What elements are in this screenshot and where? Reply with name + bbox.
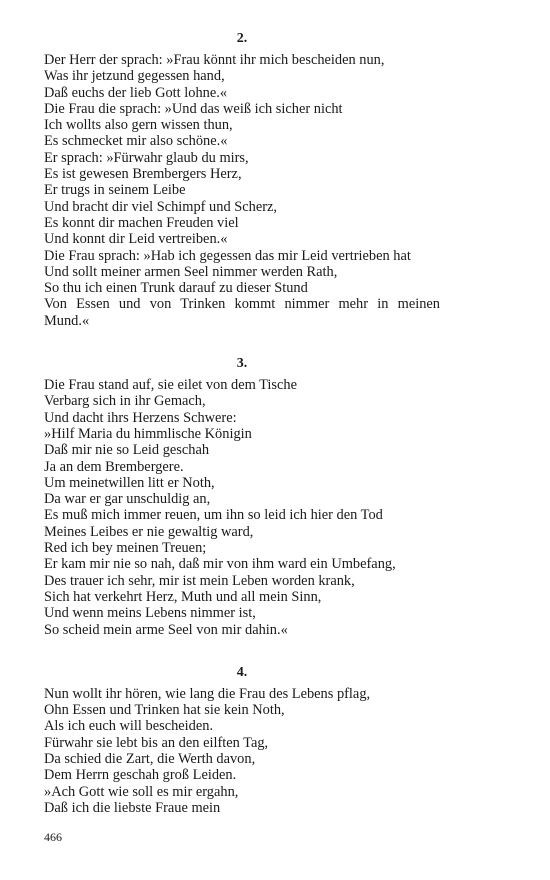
verse-line: Es muß mich immer reuen, um ihn so leid ich hier den Tod (44, 507, 383, 524)
verse-line: »Ach Gott wie soll es mir ergahn, (44, 783, 239, 800)
stanza-number: 2. (236, 31, 248, 46)
verse-line: Um meinetwillen litt er Noth, (44, 474, 215, 491)
verse-line: Nun wollt ihr hören, wie lang die Frau des Lebens pflag, (44, 685, 371, 702)
verse-line: Dem Herrn geschah groß Leiden. (44, 767, 237, 784)
verse-line: Der Herr der sprach: »Frau könnt ihr mich bescheiden nun, (44, 52, 385, 68)
verse-line: Red ich bey meinen Treuen; (44, 540, 207, 557)
verse-line: Was ihr jetzund gegessen hand, (44, 68, 225, 85)
verse-line: Die Frau sprach: »Hab ich gegessen das mir Leid vertrieben hat (44, 247, 411, 264)
verse-line: Es ist gewesen Brembergers Herz, (44, 166, 242, 183)
verse-line: Ich wollts also gern wissen thun, (44, 117, 233, 134)
verse-line: Daß mir nie so Leid geschah (44, 442, 210, 459)
document-page (44, 30, 440, 816)
verse-line: Die Frau stand auf, sie eilet von dem Tische (44, 377, 297, 394)
verse-line: Da war er gar unschuldig an, (44, 491, 211, 508)
stanza-3 (44, 355, 440, 638)
verse-line: Es schmecket mir also schöne.« (44, 133, 228, 150)
verse-line: So scheid mein arme Seel von mir dahin.« (44, 621, 288, 638)
stanza-2 (44, 30, 440, 329)
verse-line: Sich hat verkehrt Herz, Muth und all mein Sinn, (44, 588, 322, 605)
verse-line: Als ich euch will bescheiden. (44, 718, 214, 735)
page-number: 466 (44, 830, 62, 844)
stanza-number: 4. (236, 664, 248, 680)
verse-line: Da schied die Zart, die Werth davon, (44, 750, 256, 767)
verse-line: Meines Leibes er nie gewaltig ward, (44, 523, 254, 540)
verse-line: Daß euchs der lieb Gott lohne.« (44, 84, 228, 101)
verse-line: Verbarg sich in ihr Gemach, (44, 393, 206, 410)
verse-line: Fürwahr sie lebt bis an den eilften Tag, (44, 734, 269, 751)
stanza-number: 3. (236, 356, 248, 372)
verse-line: Und sollt meiner armen Seel nimmer werden Rath, (44, 263, 338, 280)
verse-line: Und dacht ihrs Herzens Schwere: (44, 409, 237, 426)
verse-line: Er trugs in seinem Leibe (44, 182, 186, 199)
verse-line: »Hilf Maria du himmlische Königin (44, 425, 252, 442)
verse-line: Er kam mir nie so nah, daß mir von ihm ward ein Umbefang, (44, 556, 396, 573)
verse-line: Ohn Essen und Trinken hat sie kein Noth, (44, 702, 285, 719)
verse-line: Es konnt dir machen Freuden viel (44, 214, 239, 231)
verse-line: Und konnt dir Leid vertreiben.« (44, 231, 228, 248)
verse-line: Die Frau die sprach: »Und das weiß ich sicher nicht (44, 100, 343, 117)
verse-line: Des trauer ich sehr, mir ist mein Leben worden krank, (44, 572, 355, 589)
stanza-4 (44, 664, 440, 816)
verse-line: Und wenn meins Lebens nimmer ist, (44, 605, 256, 622)
verse-line: Ja an dem Brembergere. (44, 458, 184, 475)
verse-line: Von Essen und von Trinken kommt nimmer mehr in meinen (44, 296, 440, 313)
verse-line: Er sprach: »Fürwahr glaub du mirs, (44, 149, 249, 166)
verse-line: Und bracht dir viel Schimpf und Scherz, (44, 198, 277, 215)
verse-line: Mund.« (44, 312, 90, 329)
verse-line: So thu ich einen Trunk darauf zu dieser Stund (44, 280, 308, 297)
verse-line: Daß ich die liebste Fraue mein (44, 799, 221, 816)
